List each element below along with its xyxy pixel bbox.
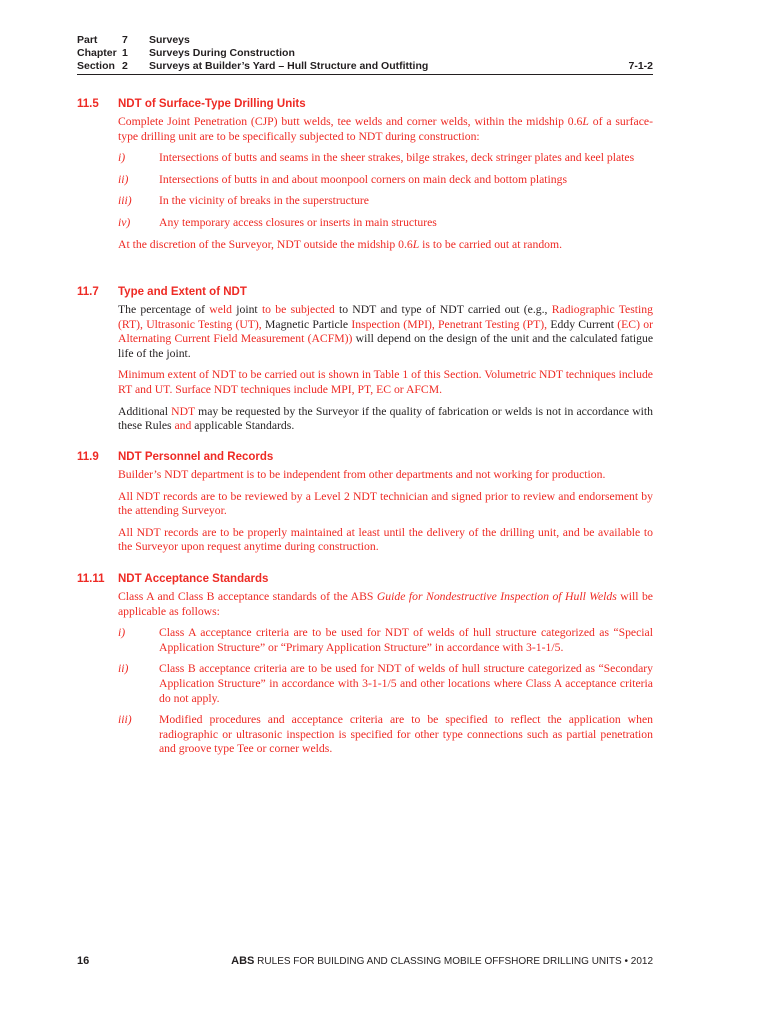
- guide-title: Guide for Nondestructive Inspection of Hull Welds: [376, 590, 617, 603]
- paragraph: Minimum extent of NDT to be carried out is shown in Table 1 of this Section. Volumetric NDT techniques include RT and UT. Surface NDT techniques include MPI, PT, EC or AFCM.: [118, 368, 653, 396]
- header-row-chapter: [77, 47, 653, 60]
- section-title: Type and Extent of NDT: [118, 286, 247, 298]
- section-title: NDT Acceptance Standards: [118, 573, 269, 585]
- list-item: [118, 173, 653, 188]
- paragraph: [118, 303, 653, 361]
- text-run: Magnetic Particle: [261, 317, 352, 331]
- section-number: 11.7: [77, 286, 99, 298]
- header-chapter-label: Chapter: [77, 47, 117, 59]
- header-part-title: Surveys: [149, 34, 190, 46]
- text-run: to NDT and type of NDT carried out (e.g.,: [334, 303, 552, 316]
- header-chapter-title: Surveys During Construction: [149, 47, 295, 59]
- section-body: [118, 115, 653, 252]
- section-11-11: [77, 572, 653, 764]
- text-run-revised: Radiographic Testing (RT), Ultrasonic Testing (UT),: [118, 303, 653, 331]
- text-run: of a surface-type drilling unit are to be specifically subjected to NDT during construction:: [118, 115, 653, 143]
- section-11-7: [77, 285, 653, 441]
- list-text: Intersections of butts and seams in the sheer strakes, bilge strakes, deck stringer plates and keel plates: [159, 151, 635, 165]
- paragraph: [118, 238, 653, 253]
- list-item: [118, 713, 653, 757]
- list-marker: iii): [118, 194, 132, 208]
- paragraph: [118, 405, 653, 434]
- text-run-revised: weld: [209, 303, 232, 316]
- list-marker: ii): [118, 662, 129, 676]
- text-run-revised: Inspection (MPI), Penetrant Testing (PT),: [351, 317, 548, 331]
- text-run: At the discretion of the Surveyor, NDT outside the midship 0.6: [118, 237, 413, 251]
- header-chapter-number: 1: [122, 47, 128, 59]
- header-page-ref: 7-1-2: [628, 60, 653, 72]
- list-item: [118, 151, 653, 166]
- section-heading: [77, 572, 653, 586]
- section-body: [118, 303, 653, 434]
- paragraph: [118, 115, 653, 144]
- list-item: [118, 216, 653, 231]
- text-run-revised: (EC) or Alternating Current Field Measurement (ACFM)): [118, 317, 653, 346]
- header-section-label: Section: [77, 60, 115, 72]
- text-run-italic: L: [412, 237, 420, 251]
- text-run: may be requested by the Surveyor if the quality of fabrication or welds is not in accordance with these Rules: [118, 404, 653, 433]
- list-text: Modified procedures and acceptance criteria are to be specified to reflect the application when radiographic or ultrasonic inspection is specified for other type connections such as partial penetration and groove type Tee or corner welds.: [159, 713, 653, 756]
- text-run: will depend on the design of the unit and the calculated fatigue life of the joint.: [118, 332, 654, 360]
- footer-title: [231, 955, 653, 967]
- section-number: 11.5: [77, 98, 99, 110]
- text-run-italic: L: [582, 115, 589, 128]
- list-item: [118, 626, 653, 655]
- paragraph: All NDT records are to be properly maintained at least until the delivery of the drilling unit, and be available to the Surveyor upon request anytime during construction.: [118, 525, 653, 554]
- list-marker: i): [118, 151, 126, 165]
- section-heading: [77, 450, 653, 464]
- footer-title-text: RULES FOR BUILDING AND CLASSING MOBILE OFFSHORE DRILLING UNITS • 2012: [254, 956, 653, 967]
- paragraph: All NDT records are to be reviewed by a Level 2 NDT technician and signed prior to review and endorsement by the attending Surveyor.: [118, 489, 653, 518]
- header-part-label: Part: [77, 34, 98, 46]
- paragraph: [118, 590, 653, 619]
- section-title: NDT Personnel and Records: [118, 451, 274, 463]
- section-number: 11.9: [77, 451, 99, 463]
- section-11-5: [77, 97, 653, 259]
- list-text: Class B acceptance criteria are to be used for NDT of welds of hull structure categorized as “Secondary Application Structure” in accordance with 3-1-1/5 and other locations where Class A acceptance criteria do not apply.: [159, 662, 653, 705]
- header-section-title: Surveys at Builder’s Yard – Hull Structure and Outfitting: [149, 60, 429, 72]
- text-run: will be applicable as follows:: [118, 590, 653, 618]
- text-run: Class A and Class B acceptance standards of the ABS: [118, 590, 377, 603]
- section-heading: [77, 97, 653, 111]
- header-row-part: [77, 34, 653, 47]
- text-run: joint: [232, 303, 262, 316]
- list-text: Intersections of butts in and about moonpool corners on main deck and bottom platings: [159, 172, 568, 186]
- header-part-number: 7: [122, 34, 128, 46]
- list-text: In the vicinity of breaks in the superstructure: [159, 194, 369, 208]
- text-run: The percentage of: [118, 303, 210, 316]
- abs-logo: ABS: [231, 955, 255, 967]
- list-item: [118, 194, 653, 209]
- paragraph: Builder’s NDT department is to be independent from other departments and not working for production.: [118, 468, 606, 481]
- list-marker: iv): [118, 215, 131, 229]
- text-run-revised: to be subjected: [261, 303, 335, 316]
- header-section-number: 2: [122, 60, 128, 72]
- footer-page-number: 16: [77, 955, 90, 967]
- list-text: Class A acceptance criteria are to be used for NDT of welds of hull structure categorized as “Special Application Structure” or “Primary Application Structure” in accordance with 3-1-1/5.: [159, 626, 653, 654]
- list-text: Any temporary access closures or inserts in main structures: [159, 215, 437, 229]
- text-run: Additional: [118, 404, 172, 418]
- text-run-revised: and: [174, 419, 192, 433]
- section-body: [118, 468, 653, 555]
- section-11-9: [77, 450, 653, 562]
- list-marker: i): [118, 626, 126, 640]
- text-run: is to be carried out at random.: [419, 237, 563, 251]
- list-item: [118, 662, 653, 706]
- list-marker: ii): [118, 172, 129, 186]
- section-title: NDT of Surface-Type Drilling Units: [118, 98, 306, 110]
- section-heading: [77, 285, 653, 299]
- text-run: Complete Joint Penetration (CJP) butt welds, tee welds and corner welds, within the midship 0.6: [118, 115, 583, 128]
- text-run-revised: NDT: [171, 404, 195, 418]
- header-row-section: [77, 60, 653, 73]
- section-body: [118, 590, 653, 757]
- text-run: Eddy Current: [547, 317, 618, 331]
- page-header: [77, 34, 653, 73]
- header-rule: [77, 74, 653, 75]
- list-marker: iii): [118, 713, 132, 727]
- section-number: 11.11: [77, 573, 105, 585]
- text-run: applicable Standards.: [191, 419, 295, 433]
